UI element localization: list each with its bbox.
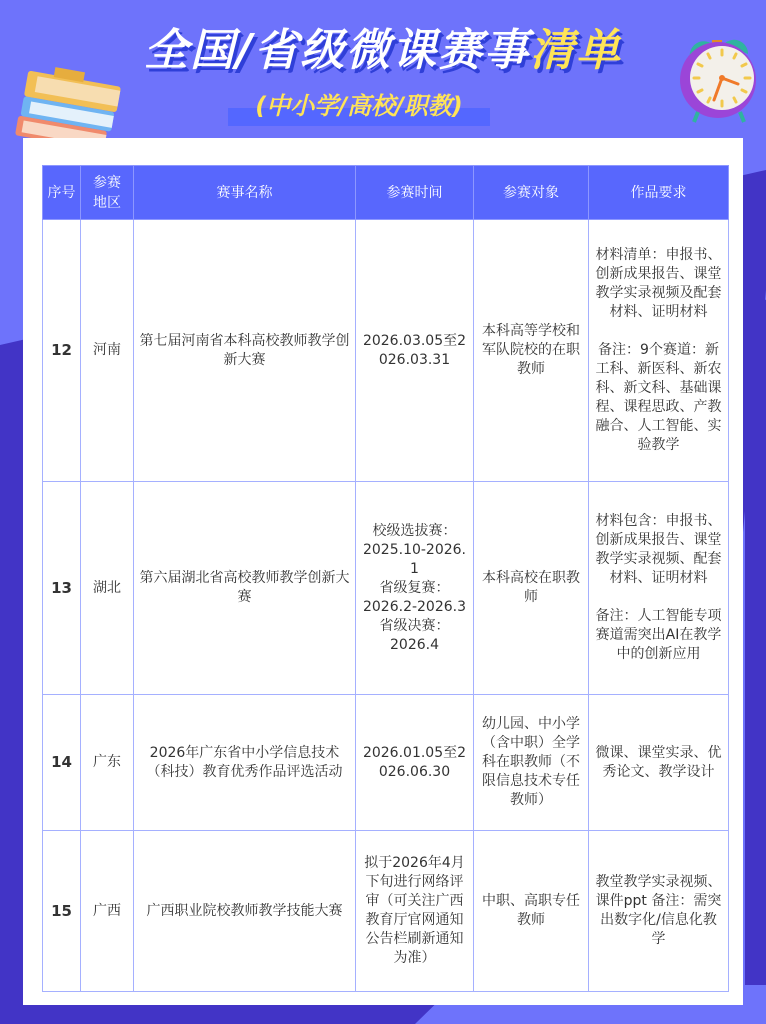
col-header-requirements: 作品要求 [589, 166, 729, 220]
table-row [43, 695, 729, 831]
requirements-note: 备注：9个赛道：新工科、新医科、新农科、新文科、基础课程、课程思政、产教融合、人工智能、实验教学 [595, 342, 722, 453]
cell-requirements [589, 220, 729, 482]
time-line: 省级复赛： [379, 579, 450, 596]
cell-target: 幼儿园、中小学（含中职）全学科在职教师（不限信息技术专任教师） [474, 695, 589, 831]
subtitle: (中小学/高校/职教) [255, 92, 463, 120]
competition-table [42, 165, 729, 992]
title-main: 全国/省级微课赛事 [143, 25, 531, 76]
requirements-materials: 教堂教学实录视频、课件ppt 备注：需突出数字化/信息化教学 [595, 874, 722, 947]
cell-requirements [589, 695, 729, 831]
cell-target: 中职、高职专任教师 [474, 831, 589, 992]
cell-region: 湖北 [81, 482, 134, 695]
cell-name: 广西职业院校教师教学技能大赛 [134, 831, 356, 992]
cell-requirements [589, 482, 729, 695]
cell-time: 拟于2026年4月下旬进行网络评审（可关注广西教育厅官网通知公告栏刷新通知为准） [356, 831, 474, 992]
col-header-target: 参赛对象 [474, 166, 589, 220]
requirements-materials: 材料清单：申报书、创新成果报告、课堂教学实录视频及配套材料、证明材料 [595, 247, 722, 320]
table-row [43, 831, 729, 992]
cell-target: 本科高校在职教师 [474, 482, 589, 695]
cell-time: 2026.03.05至2026.03.31 [356, 220, 474, 482]
cell-time: 2026.01.05至2026.06.30 [356, 695, 474, 831]
table-header-row [43, 166, 729, 220]
title-highlight: 清单 [530, 25, 623, 76]
col-header-name: 赛事名称 [134, 166, 356, 220]
cell-no: 14 [43, 695, 81, 831]
requirements-note: 备注：人工智能专项赛道需突出AI在教学中的创新应用 [595, 608, 722, 662]
table-row [43, 220, 729, 482]
requirements-materials: 材料包含：申报书、创新成果报告、课堂教学实录视频、配套材料、证明材料 [595, 513, 722, 586]
cell-name: 2026年广东省中小学信息技术（科技）教育优秀作品评选活动 [134, 695, 356, 831]
cell-region: 河南 [81, 220, 134, 482]
subtitle-banner [226, 86, 492, 126]
cell-no: 12 [43, 220, 81, 482]
cell-target: 本科高等学校和军队院校的在职教师 [474, 220, 589, 482]
cell-region: 广西 [81, 831, 134, 992]
time-line: 2026.4 [390, 636, 439, 653]
time-line: 2026.2-2026.3 [362, 598, 467, 615]
time-line: 校级选拔赛： [372, 522, 457, 539]
time-line: 省级决赛： [379, 617, 450, 634]
col-header-time: 参赛时间 [356, 166, 474, 220]
cell-region: 广东 [81, 695, 134, 831]
cell-no: 15 [43, 831, 81, 992]
cell-no: 13 [43, 482, 81, 695]
table-row [43, 482, 729, 695]
cell-requirements [589, 831, 729, 992]
cell-name: 第七届河南省本科高校教师教学创新大赛 [134, 220, 356, 482]
time-line: 2025.10-2026.1 [362, 541, 467, 577]
col-header-no: 序号 [43, 166, 81, 220]
requirements-materials: 微课、课堂实录、优秀论文、教学设计 [595, 744, 722, 780]
cell-time [356, 482, 474, 695]
col-header-region: 参赛地区 [81, 166, 134, 220]
cell-name: 第六届湖北省高校教师教学创新大赛 [134, 482, 356, 695]
page-title [0, 14, 766, 78]
